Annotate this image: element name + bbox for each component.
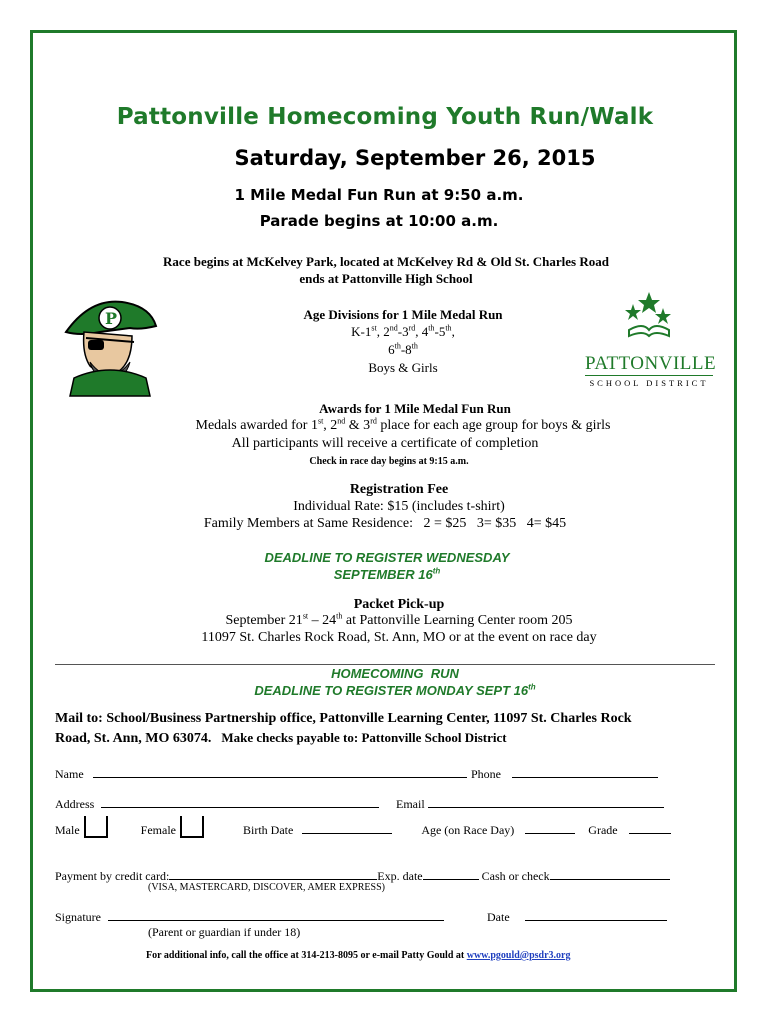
homecoming-deadline: DEADLINE TO REGISTER MONDAY SEPT 16th [254,682,536,698]
age-divisions-line1: K-1st, 2nd-3rd, 4th-5th, [351,323,455,339]
payment-label: Payment by credit card: [55,869,170,883]
exp-date-label: Exp. date [377,869,423,883]
deadline-line1: DEADLINE TO REGISTER WEDNESDAY [264,550,510,565]
signature-row [55,908,444,925]
email-label: Email [396,797,425,811]
grade-field[interactable] [629,821,671,834]
date-label: Date [487,910,510,924]
mail-to-line1: Mail to: School/Business Partnership office, Pattonville Learning Center, 11097 St. Charles Rock [55,711,632,726]
footer-text: For additional info, call the office at 314-213-8095 or e-mail Patty Gould at [146,950,465,961]
packet-dates: September 21st – 24th at Pattonville Learning Center room 205 [225,611,573,628]
age-divisions-gender: Boys & Girls [368,360,438,375]
packet-location: 11097 St. Charles Rock Road, St. Ann, MO or at the event on race day [201,630,597,645]
awards-medals: Medals awarded for 1st, 2nd & 3rd place for each age group for boys & girls [195,416,611,433]
cash-check-label: Cash or check [481,869,550,883]
phone-row [471,765,658,782]
mascot-letter: P [105,309,118,328]
age-field[interactable] [525,821,575,834]
logo-name: PATTONVILLE [585,353,717,374]
name-label: Name [55,767,84,781]
date-row [487,908,667,925]
address-label: Address [55,797,95,811]
awards-title: Awards for 1 Mile Medal Fun Run [319,401,511,416]
card-number-field[interactable] [169,867,377,880]
address-row [55,795,379,812]
packet-title: Packet Pick-up [353,597,445,612]
registration-family: Family Members at Same Residence: 2 = $25 3= $35 4= $45 [203,516,567,531]
female-label: Female [140,823,176,837]
event-date: Saturday, September 26, 2015 [234,146,596,170]
email-field[interactable] [428,795,664,808]
logo-subtitle: SCHOOL DISTRICT [585,375,713,388]
footer-info [146,950,571,961]
divider [55,664,715,665]
male-label: Male [55,823,80,837]
name-row [55,765,467,782]
race-location-line2: ends at Pattonville High School [299,271,473,286]
female-checkbox[interactable] [180,816,204,838]
date-field[interactable] [525,908,667,921]
parade-time: Parade begins at 10:00 a.m. [259,212,499,230]
age-divisions-title: Age Divisions for 1 Mile Medal Run [303,307,503,322]
deadline-line2: SEPTEMBER 16th [333,566,441,582]
phone-label: Phone [471,767,501,781]
name-field[interactable] [93,765,467,778]
fun-run-time: 1 Mile Medal Fun Run at 9:50 a.m. [234,186,524,204]
birth-date-field[interactable] [302,821,392,834]
mail-to-line2 [55,729,507,747]
race-location-line1: Race begins at McKelvey Park, located at McKelvey Rd & Old St. Charles Road [163,254,609,269]
phone-field[interactable] [512,765,658,778]
registration-title: Registration Fee [349,482,449,497]
demographics-row [55,816,671,838]
mail-address: Road, St. Ann, MO 63074. [55,731,212,746]
signature-label: Signature [55,910,101,924]
grade-label: Grade [588,823,618,837]
payable-to: Make checks payable to: Pattonville School District [221,730,507,745]
email-row [396,795,664,812]
cash-check-field[interactable] [550,867,670,880]
checkin-time: Check in race day begins at 9:15 a.m. [309,456,469,467]
birth-date-label: Birth Date [242,823,294,837]
card-types: (VISA, MASTERCARD, DISCOVER, AMER EXPRESS) [148,882,385,893]
footer-email-link[interactable]: www.pgould@psdr3.org [466,950,571,961]
age-divisions-line2: 6th-8th [388,341,418,357]
guardian-note: (Parent or guardian if under 18) [148,925,301,939]
flyer-title: Pattonville Homecoming Youth Run/Walk [116,104,654,130]
homecoming-run-heading: HOMECOMING RUN [331,666,459,681]
age-label: Age (on Race Day) [421,823,515,837]
address-field[interactable] [101,795,379,808]
exp-date-field[interactable] [423,867,479,880]
awards-certificate: All participants will receive a certificate of completion [231,436,539,451]
signature-field[interactable] [108,908,444,921]
male-checkbox[interactable] [84,816,108,838]
registration-individual: Individual Rate: $15 (includes t-shirt) [293,499,505,514]
